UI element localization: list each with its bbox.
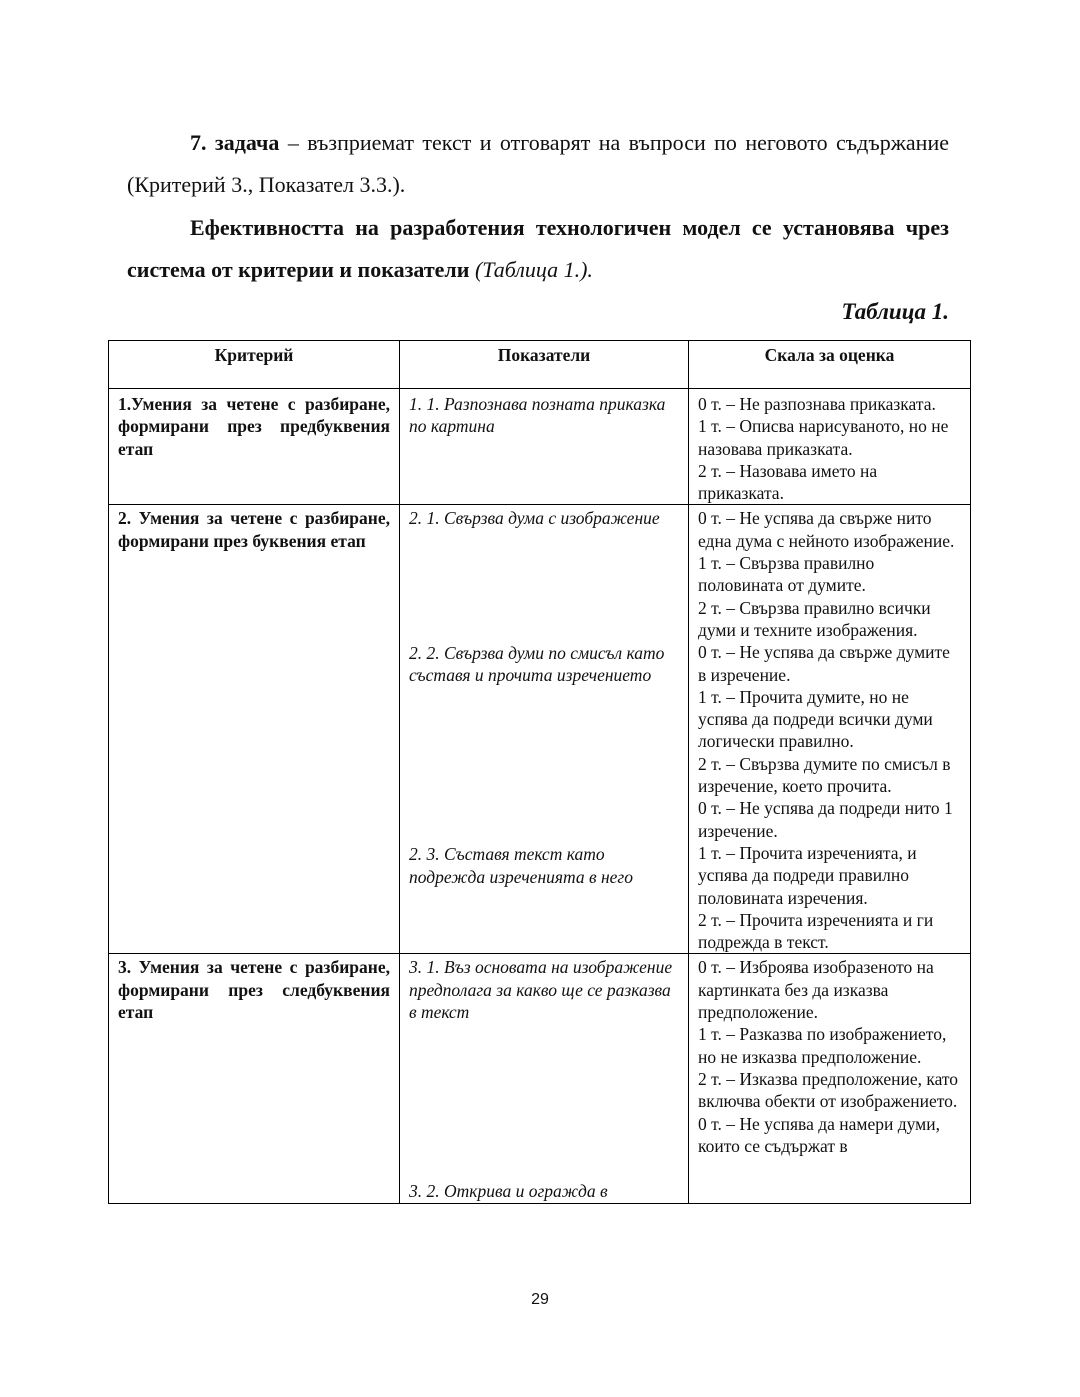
header-scale: Скала за оценка bbox=[689, 341, 971, 389]
indicator-label: 3. 2. Открива и огражда в bbox=[409, 1181, 608, 1202]
scale-item: 1 т. – Прочита изреченията, и успява да подреди правилно половината изречения. bbox=[698, 842, 917, 908]
criterion-cell: 3. Умения за четене с разбиране, формирани през следбуквения етап bbox=[109, 954, 400, 1203]
scale-item: 1 т. – Описва нарисуваното, но не назовава приказката. bbox=[698, 416, 949, 459]
indicator-label: 3. 1. Въз основата на изображение предполага за какво ще се разказва в текст bbox=[409, 957, 673, 1023]
task-paragraph bbox=[127, 122, 949, 206]
indicator-label: 2. 3. Съставя текст като подрежда изреченията в него bbox=[409, 844, 633, 887]
indicator-label: 1. 1. Разпознава позната приказка по картина bbox=[409, 394, 666, 437]
scale-item: 0 т. – Не успява да свърже нито една дума с нейното изображение. bbox=[698, 508, 955, 551]
scale-cell bbox=[689, 389, 971, 505]
criterion-cell: 2. Умения за четене с разбиране, формирани през буквения етап bbox=[109, 505, 400, 954]
criterion-cell: 1.Умения за четене с разбиране, формирани през предбуквения етап bbox=[109, 389, 400, 505]
scale-item: 1 т. – Прочита думите, но не успява да подреди всички думи логически правилно. bbox=[698, 686, 933, 752]
task-label: 7. задача bbox=[190, 130, 280, 155]
scale-item: 0 т. – Не разпознава приказката. bbox=[698, 394, 936, 414]
scale-cell bbox=[689, 505, 971, 954]
indicator-cell bbox=[400, 389, 689, 505]
scale-item: 2 т. – Назовава името на приказката. bbox=[698, 460, 878, 504]
scale-cell bbox=[689, 954, 971, 1203]
scale-item: 0 т. – Изброява изобразеното на картинката без да изказва предположение. bbox=[698, 957, 934, 1023]
scale-item: 2 т. – Свързва думите по смисъл в изречение, което прочита. bbox=[698, 753, 951, 797]
table-row bbox=[109, 954, 971, 1203]
header-indicators: Показатели bbox=[400, 341, 689, 389]
scale-item: 2 т. – Изказва предположение, като включва обекти от изображението. bbox=[698, 1068, 959, 1112]
scale-item: 0 т. – Не успява да подреди нито 1 изречение. bbox=[698, 798, 953, 841]
scale-item: 0 т. – Не успява да намери думи, които се съдържат в bbox=[698, 1113, 940, 1156]
table-caption: Таблица 1. bbox=[841, 299, 949, 324]
scale-item: 2 т. – Прочита изреченията и ги подрежда в текст. bbox=[698, 909, 934, 953]
scale-item: 1 т. – Разказва по изображението, но не изказва предположение. bbox=[698, 1024, 947, 1067]
header-criterion: Критерий bbox=[109, 341, 400, 389]
table-header-row bbox=[109, 341, 971, 389]
indicator-cell bbox=[400, 505, 689, 954]
indicator-label: 2. 1. Свързва дума с изображение bbox=[409, 508, 660, 529]
table-row bbox=[109, 389, 971, 505]
table-row bbox=[109, 505, 971, 954]
criteria-table bbox=[108, 340, 971, 1204]
effectiveness-paragraph bbox=[127, 207, 949, 291]
scale-item: 1 т. – Свързва правилно половината от думите. bbox=[698, 553, 875, 596]
scale-item: 2 т. – Свързва правилно всички думи и техните изображения. bbox=[698, 597, 931, 640]
page-number: 29 bbox=[531, 1291, 549, 1308]
scale-item: 0 т. – Не успява да свърже думите в изречение. bbox=[698, 642, 950, 685]
table-reference: (Таблица 1.). bbox=[469, 257, 593, 282]
task-text: – възприемат текст и отговарят на въпроси по неговото съдържание (Критерий 3., Показател 3.3.). bbox=[127, 130, 949, 197]
effectiveness-text: Ефективността на разработения технологичен модел се установява чрез система от критерии и показатели bbox=[127, 215, 949, 282]
indicator-label: 2. 2. Свързва думи по смисъл като съставя и прочита изречението bbox=[409, 642, 665, 686]
indicator-cell bbox=[400, 954, 689, 1203]
